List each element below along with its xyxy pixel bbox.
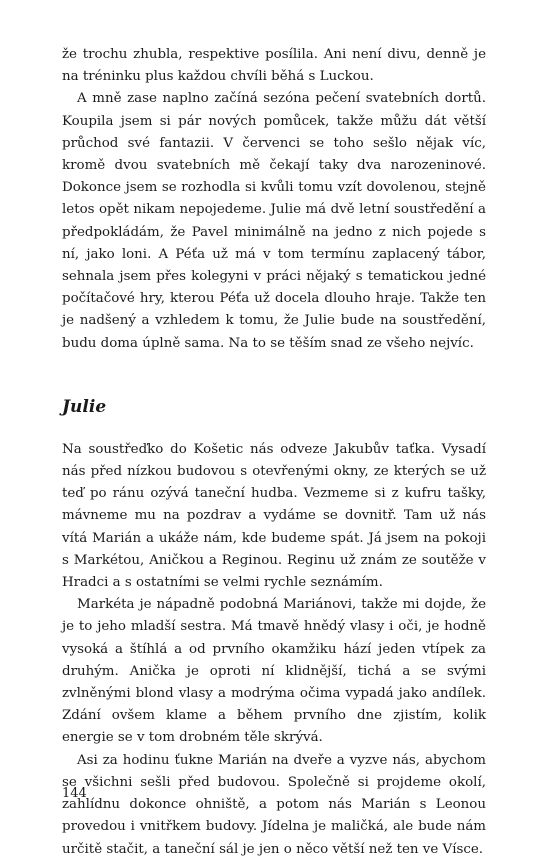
paragraph: A mně zase naplno začíná sezóna pečení svatebních dortů. Koupila jsem si pár nových pomůcek, takže můžu dát větší průchod své fantazii. V červenci se toho sešlo nějak víc, kromě dvou svatebních mě čekají taky dva narozeninové. Dokonce jsem se rozhodla si kvůli tomu vzít dovolenou, stejně letos opět nikam nepojedeme. Julie má dvě letní soustředění a předpokládám, že Pavel minimálně na jedno z nich pojede s ní, jako loni. A Péťa už má v tom termínu zaplacený tábor, sehnala jsem přes kolegyni v práci nějaký s tematickou jedné počítačové hry, kterou Péťa už docela dlouho hraje. Takže ten je nadšený a vzhledem k tomu, že Julie bude na soustředění, budu doma úplně sama. Na to se těším snad ze všeho nejvíc. <box>62 91 486 351</box>
section-heading: Julie <box>62 396 107 417</box>
page-content <box>62 44 486 861</box>
paragraph: že trochu zhubla, respektive posílila. Ani není divu, denně je na tréninku plus každou chvíli běhá s Luckou. <box>62 47 486 85</box>
paragraph: Na soustřeďko do Košetic nás odveze Jakubův taťka. Vysadí nás před nízkou budovou s otevřenými okny, ze kterých se už teď po ránu ozývá taneční hudba. Vezmeme si z kufru tašky, mávneme mu na pozdrav a vydáme se dovnitř. Tam už nás vítá Marián a ukáže nám, kde budeme spát. Já jsem na pokoji s Markétou, Aničkou a Reginou. Reginu už znám ze soutěže v Hradci a s ostatními se velmi rychle seznámím. <box>62 441 486 591</box>
paragraph: Markéta je nápadně podobná Mariánovi, takže mi dojde, že je to jeho mladší sestra. Má tmavě hnědý vlasy i oči, je hodně vysoká a štíhlá a od prvního okamžiku hází jeden vtípek za druhým. Anička je oproti ní klidnější, tichá a se svými zvlněnými blond vlasy a modrýma očima vypadá jako andílek. Zdání ovšem klame a během prvního dne zjistím, kolik energie se v tom drobném těle skrývá. <box>62 597 486 746</box>
paragraph: Asi za hodinu ťukne Marián na dveře a vyzve nás, abychom se všichni sešli před budovou. Společně si projdeme okolí, zahlídnu dokonce ohniště, a potom nás Marián s Leonou provedou i vnitřkem budovy. Jídelna je maličká, ale bude nám určitě stačit, a taneční sál je jen o něco větší než ten ve Vísce. <box>62 752 486 857</box>
page-number: 144 <box>62 786 87 801</box>
